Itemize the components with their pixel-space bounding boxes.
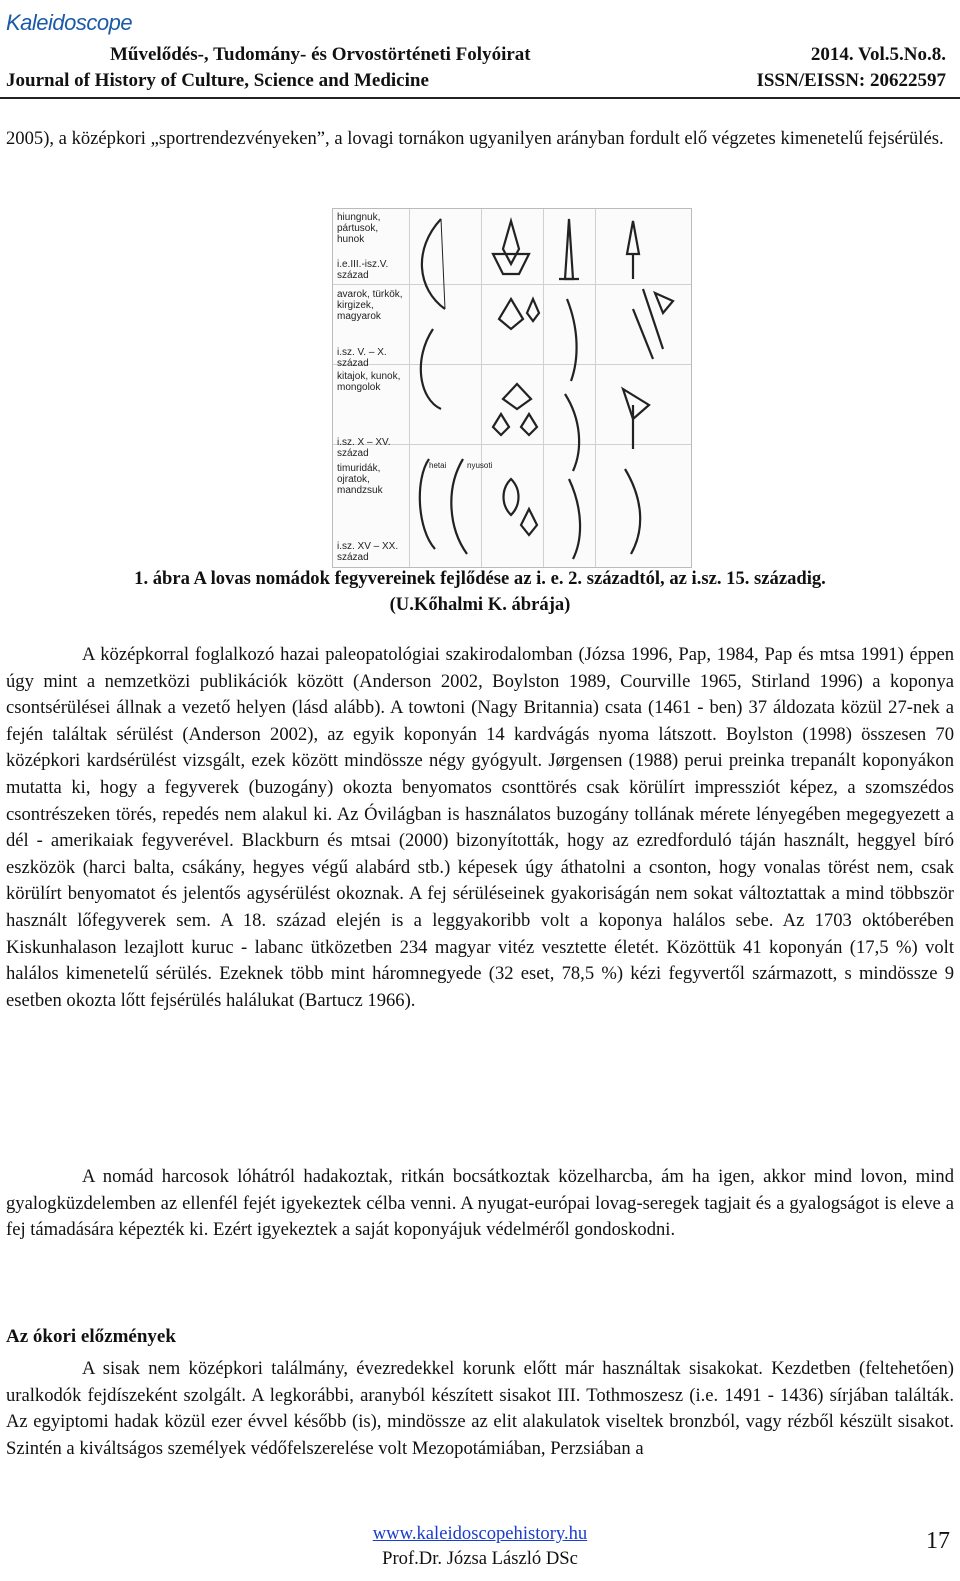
journal-title-en: Journal of History of Culture, Science and Medicine [6,70,429,91]
sabre-icon [565,394,579,471]
sabre-icon [569,479,580,559]
journal-issn: ISSN/EISSN: 20622597 [756,70,946,91]
figure-label: avarok, türkök, kirgizek, magyarok [337,289,403,322]
paragraph-intro: 2005), a középkori „sportrendezvényeken”, a lovagi tornákon ugyanilyen arányban fordult elő végzetes kimenetelű fejsérülés. [6,128,944,149]
sabre-icon [567,299,577,381]
paragraph-helmets: A sisak nem középkori találmány, évezredekkel korunk előtt már használtak sisakokat. Kezdetben (feltehetően) uralkodók fejdíszeként szolgált. A legkorábbi, aranyból készített sisakot III. Tothmoszesz (i.e. 1491 - 1436) sírjában találták. Az egyiptomi hadak közül ezer évvel később (is), mindössze az elit alakulatok viseltek bronzból, vagy rézből készült sisakot. Szintén a kiváltságos személyek védőfelszerelése volt Mezopotámiában, Perzsiában a [6,1358,954,1459]
footer-author: Prof.Dr. Józsa László DSc [382,1548,578,1569]
figure-label: i.sz. X – XV. század [337,437,391,459]
figure-label: hiungnuk, pártusok, hunok [337,212,381,245]
figure-note: nyusoti [467,461,493,470]
figure-label: kitajok, kunok, mongolok [337,371,401,393]
page-number: 17 [926,1528,950,1554]
figure-caption: 1. ábra A lovas nomádok fegyvereinek fejlődése az i. e. 2. századtól, az i.sz. 15. századig. [134,568,826,589]
figure-caption-credit: (U.Kőhalmi K. ábrája) [389,594,571,615]
sabre-icon [565,219,573,279]
journal-issue: 2014. Vol.5.No.8. [810,44,946,65]
bow-icon [451,459,467,554]
figure-label: i.sz. XV – XX. század [337,541,399,563]
arrowhead-icon [499,299,523,329]
weapons-drawing-icon [333,209,691,567]
figure-label: timuridák, ojratok, mandzsuk [337,463,383,496]
bow-icon [421,329,441,409]
figure-note: hetai [429,461,447,470]
arrowhead-icon [503,384,531,409]
header-rule [0,97,960,99]
journal-header [0,0,960,96]
journal-title-hu: Művelődés-, Tudomány- és Orvostörténeti Folyóirat [110,44,531,65]
axe-icon [623,389,649,419]
paragraph-medieval-literature: A középkorral foglalkozó hazai paleopatológiai szakirodalomban (Józsa 1996, Pap, 1984, Pap és mtsa 1991) éppen úgy mint a nemzetközi publikációk között (Anderson 2002, Boylston 1989, Courville 1965, Stirland 1996) a koponya csontsérülései állnak a vezető helyen (lásd alább). A towtoni (Nagy Britannia) csata (1461 - ben) 37 áldozata közül 27-nek a fején találtak sérülést (Anderson 2002), az egyik koponyán 14 kardvágás nyoma látszott. Boylston (1998) összesen 70 középkori kardsérülést vizsgált, ezek között mindössze négy gyógyult. Jørgensen (1988) perui preinka trepanált koponyákon mutatta ki, hogy a fegyverek (buzogány) okozta benyomatos csonttörés csak körülírt impressziót képez, a szomszédos csontrészeken törés, repedés nem alakul ki. Az Óvilágban is használatos buzogány tollának mérete lényegében megegyezett a dél - amerikaiak fegyverével. Blackburn és mtsai (2000) bizonyították, hogy az ezredforduló táján használt, heggyel bíró eszközök (harci balta, csákány, hegyes végű alabárd stb.) képesek úgy áthatolni a csonton, hogy vonalas törést nem, csak körülírt benyomatot és jelentős agysérülést okoznak. A fej sérüléseinek gyakoriságán nem sokat változtattak a mind többször használt lőfegyverek sem. A 18. század elején is a leggyakoribb volt a koponya halálos sebe. Az 1703 októberében Kiskunhalason lezajlott kuruc - labanc ütközetben 234 magyar vitéz vesztette életét. Közöttük 41 koponyán (17,5 %) volt halálos kimenetelű sérülés. Ezeknek több mint háromnegyede (32 eset, 78,5 %) kézi fegyvertől származott, s mindössze 9 esetben okozta lőtt fejsérülés halálukat (Bartucz 1966). [6,644,954,1011]
figure-label: i.e.III.-isz.V. század [337,259,389,281]
mace-icon [627,221,639,254]
section-heading: Az ókori előzmények [6,1326,176,1347]
arrowhead-icon [504,479,519,515]
sabre-icon [625,469,640,554]
logo-text: Kaleidoscope [6,10,133,35]
weapons-figure [332,208,692,568]
arrowhead-icon [503,221,519,264]
footer-url-link[interactable]: www.kaleidoscopehistory.hu [372,1523,588,1544]
bow-icon [420,459,435,549]
paragraph-nomad-warriors: A nomád harcosok lóhátról hadakoztak, ritkán bocsátkoztak közelharcba, ám ha igen, akkor mind lovon, mind gyalogküzdelemben az ellenfél fejét igyekeztek célba venni. A nyugat-európai lovag-seregek tagjait és a gyalogságot is eleve a fej támadására képezték ki. Ezért igyekeztek a saját koponyájuk védelméről gondoskodni. [6,1166,954,1241]
journal-logo [6,10,132,36]
figure-label: i.sz. V. – X. század [337,347,387,369]
